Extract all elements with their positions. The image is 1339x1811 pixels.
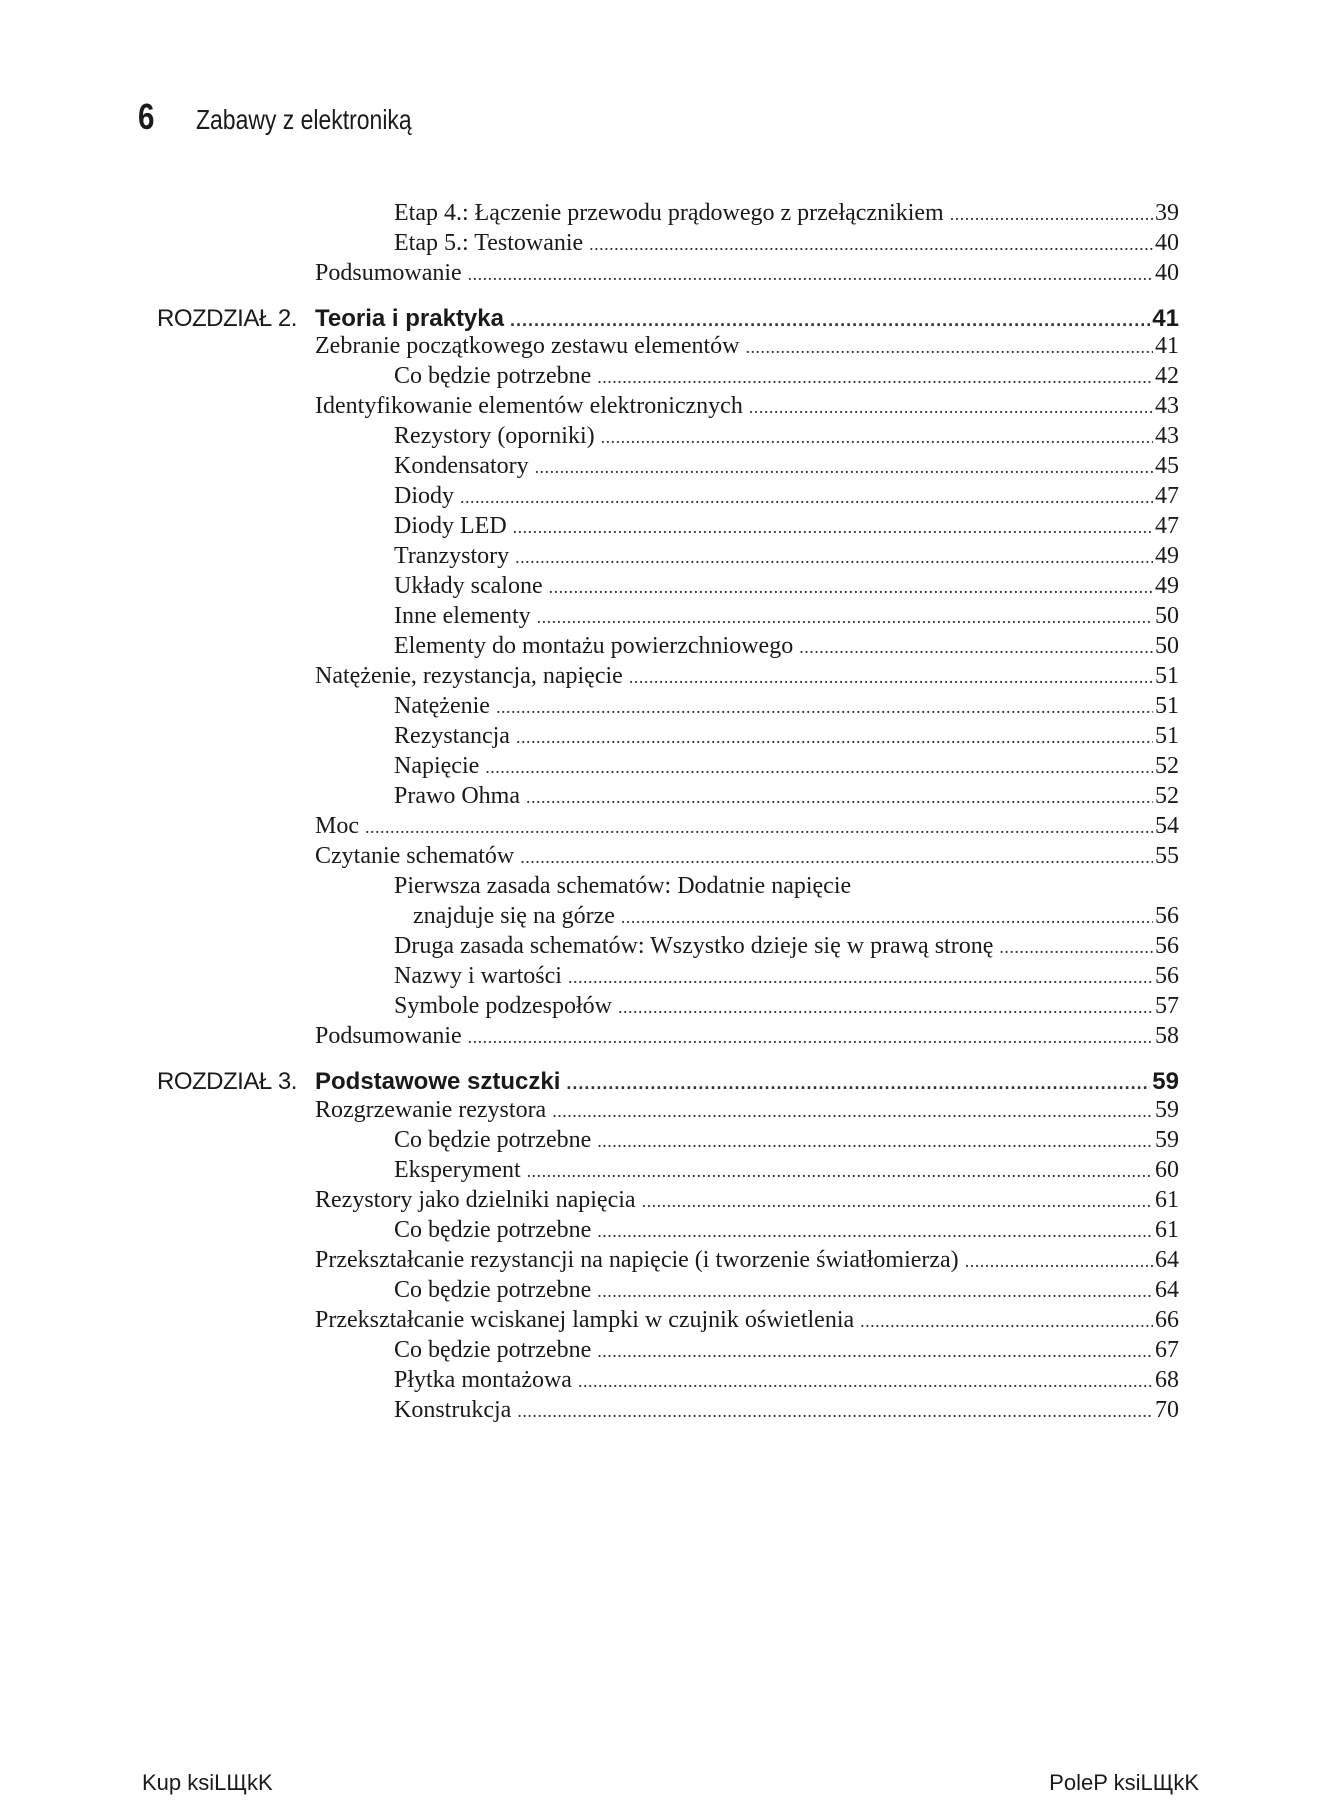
toc-entry-page: 51 bbox=[1155, 723, 1179, 749]
toc-entry-title: Teoria i praktyka bbox=[315, 305, 504, 332]
toc-row bbox=[0, 1019, 1339, 1053]
toc-row bbox=[0, 256, 1339, 290]
toc-entry-title: Moc bbox=[315, 813, 359, 839]
toc-entry-title: Przekształcanie wciskanej lampki w czujnik oświetlenia bbox=[315, 1307, 855, 1333]
toc-entry-page: 58 bbox=[1155, 1023, 1179, 1049]
toc-entry-title: Co będzie potrzebne bbox=[394, 1337, 592, 1363]
toc-entry-title: Diody bbox=[394, 483, 454, 509]
toc-entry-page: 43 bbox=[1155, 393, 1179, 419]
toc-entry-title: Co będzie potrzebne bbox=[394, 1277, 592, 1303]
toc-entry-title: Identyfikowanie elementów elektronicznych bbox=[315, 393, 743, 419]
footer-buy-link[interactable]: Kup ksiLЩkK bbox=[142, 1770, 273, 1795]
toc-row bbox=[0, 809, 1339, 843]
toc-entry-page: 40 bbox=[1155, 260, 1179, 286]
toc-entry-title: Elementy do montażu powierzchniowego bbox=[394, 633, 794, 659]
toc-entry-page: 45 bbox=[1155, 453, 1179, 479]
toc-entry-page: 56 bbox=[1155, 933, 1179, 959]
toc-entry-page: 57 bbox=[1155, 993, 1179, 1019]
toc-entry-page: 67 bbox=[1155, 1337, 1179, 1363]
toc-entry-page: 64 bbox=[1155, 1277, 1179, 1303]
toc-entry-page: 51 bbox=[1155, 693, 1179, 719]
toc-entry-page: 43 bbox=[1155, 423, 1179, 449]
toc-entry-title: Co będzie potrzebne bbox=[394, 363, 592, 389]
toc-entry-page: 41 bbox=[1152, 305, 1179, 332]
toc-entry-page: 47 bbox=[1155, 483, 1179, 509]
toc-entry-title: Układy scalone bbox=[394, 573, 543, 599]
toc-row bbox=[0, 1363, 1339, 1397]
toc-entry-title-line1: Pierwsza zasada schematów: Dodatnie napięcie bbox=[394, 873, 852, 899]
toc-entry-title: Druga zasada schematów: Wszystko dzieje się w prawą stronę bbox=[394, 933, 994, 959]
book-title: Zabawy z elektroniką bbox=[196, 104, 412, 135]
toc-row bbox=[0, 959, 1339, 993]
toc-entry-page: 55 bbox=[1155, 843, 1179, 869]
toc-entry-title: Kondensatory bbox=[394, 453, 529, 479]
toc-entry-title: Zebranie początkowego zestawu elementów bbox=[315, 333, 740, 359]
toc-entry-title: Co będzie potrzebne bbox=[394, 1217, 592, 1243]
toc-entry-page: 52 bbox=[1155, 753, 1179, 779]
dot-leader bbox=[517, 1394, 1153, 1428]
toc-entry-title: Czytanie schematów bbox=[315, 843, 515, 869]
toc-entry-title: Przekształcanie rezystancji na napięcie (i tworzenie światłomierza) bbox=[315, 1247, 959, 1273]
toc-row bbox=[0, 1153, 1339, 1187]
toc-row bbox=[0, 689, 1339, 723]
toc-entry-title: Etap 4.: Łączenie przewodu prądowego z przełącznikiem bbox=[394, 200, 944, 226]
toc-entry-page: 56 bbox=[1155, 963, 1179, 989]
toc-row bbox=[0, 389, 1339, 423]
toc-entry-title: Natężenie bbox=[394, 693, 490, 719]
toc-entry-title: Podsumowanie bbox=[315, 1023, 462, 1049]
toc-row bbox=[0, 419, 1339, 453]
toc-entry-page: 59 bbox=[1155, 1097, 1179, 1123]
footer-rate-link[interactable]: PoleP ksiLЩkK bbox=[1049, 1770, 1199, 1795]
toc-row bbox=[0, 196, 1339, 230]
toc-entry-title: Rozgrzewanie rezystora bbox=[315, 1097, 547, 1123]
toc-row bbox=[0, 989, 1339, 1023]
toc-entry-page: 50 bbox=[1155, 603, 1179, 629]
toc-entry-page: 56 bbox=[1155, 903, 1179, 929]
toc-entry-page: 59 bbox=[1152, 1068, 1179, 1095]
toc-entry-page: 59 bbox=[1155, 1127, 1179, 1153]
page-header bbox=[138, 96, 459, 146]
toc-row bbox=[0, 1273, 1339, 1307]
toc-row bbox=[0, 359, 1339, 393]
toc-row bbox=[0, 1333, 1339, 1367]
toc-entry[interactable] bbox=[394, 1393, 1179, 1428]
toc-row bbox=[0, 1183, 1339, 1217]
toc-entry[interactable] bbox=[315, 1019, 1179, 1054]
toc-entry-title: Tranzystory bbox=[394, 543, 510, 569]
toc-entry-page: 49 bbox=[1155, 573, 1179, 599]
toc-row bbox=[0, 629, 1339, 663]
toc-entry-title: Symbole podzespołów bbox=[394, 993, 612, 1019]
toc-row bbox=[0, 539, 1339, 573]
dot-leader bbox=[468, 1020, 1153, 1054]
toc-entry-title: Prawo Ohma bbox=[394, 783, 520, 809]
toc-row bbox=[0, 1213, 1339, 1247]
toc-row bbox=[0, 1123, 1339, 1157]
toc-row bbox=[0, 569, 1339, 603]
toc-entry-page: 68 bbox=[1155, 1367, 1179, 1393]
dot-leader bbox=[468, 257, 1153, 291]
toc-entry-page: 39 bbox=[1155, 200, 1179, 226]
toc-entry-title: Rezystory (oporniki) bbox=[394, 423, 595, 449]
toc-entry-title: Konstrukcja bbox=[394, 1397, 512, 1423]
toc-entry-title: Inne elementy bbox=[394, 603, 531, 629]
toc-entry-page: 42 bbox=[1155, 363, 1179, 389]
toc-entry-page: 60 bbox=[1155, 1157, 1179, 1183]
toc-entry-title: Podstawowe sztuczki bbox=[315, 1068, 561, 1095]
toc-entry-page: 52 bbox=[1155, 783, 1179, 809]
toc-entry-page: 40 bbox=[1155, 230, 1179, 256]
toc-entry-page: 51 bbox=[1155, 663, 1179, 689]
toc-entry-title: Podsumowanie bbox=[315, 260, 462, 286]
toc-row bbox=[0, 226, 1339, 260]
toc-row bbox=[0, 659, 1339, 693]
toc-row bbox=[0, 779, 1339, 813]
toc-row bbox=[0, 479, 1339, 513]
toc-entry-title: Eksperyment bbox=[394, 1157, 521, 1183]
toc-row bbox=[0, 749, 1339, 783]
toc-row bbox=[0, 509, 1339, 543]
toc-row bbox=[0, 873, 1339, 933]
toc-entry[interactable] bbox=[315, 256, 1179, 291]
toc-entry-page: 41 bbox=[1155, 333, 1179, 359]
toc-entry-title: Nazwy i wartości bbox=[394, 963, 562, 989]
toc-entry-title: Napięcie bbox=[394, 753, 480, 779]
toc-entry-page: 66 bbox=[1155, 1307, 1179, 1333]
toc-entry-page: 64 bbox=[1155, 1247, 1179, 1273]
toc-row bbox=[0, 1393, 1339, 1427]
toc-row bbox=[0, 839, 1339, 873]
toc-row bbox=[0, 1303, 1339, 1337]
toc-entry-title: Etap 5.: Testowanie bbox=[394, 230, 584, 256]
chapter-label: ROZDZIAŁ 3. bbox=[157, 1068, 297, 1095]
toc-entry-title: Rezystory jako dzielniki napięcia bbox=[315, 1187, 636, 1213]
toc-row bbox=[0, 1243, 1339, 1277]
toc-entry-title: Co będzie potrzebne bbox=[394, 1127, 592, 1153]
toc-entry-title: Rezystancja bbox=[394, 723, 510, 749]
toc-entry-title: Diody LED bbox=[394, 513, 507, 539]
toc-row bbox=[0, 599, 1339, 633]
page-number: 6 bbox=[138, 96, 155, 137]
toc-entry-page: 70 bbox=[1155, 1397, 1179, 1423]
toc-entry-title: Płytka montażowa bbox=[394, 1367, 572, 1393]
toc-entry-title: Natężenie, rezystancja, napięcie bbox=[315, 663, 623, 689]
toc-entry-page: 50 bbox=[1155, 633, 1179, 659]
toc-row bbox=[0, 719, 1339, 753]
toc-row bbox=[0, 329, 1339, 363]
toc-entry-title: znajduje się na górze bbox=[413, 903, 615, 929]
toc-row bbox=[0, 449, 1339, 483]
toc-entry-page: 49 bbox=[1155, 543, 1179, 569]
toc-entry-page: 47 bbox=[1155, 513, 1179, 539]
toc-entry-page: 61 bbox=[1155, 1217, 1179, 1243]
toc-entry-page: 54 bbox=[1155, 813, 1179, 839]
chapter-label: ROZDZIAŁ 2. bbox=[157, 305, 297, 332]
toc-row bbox=[0, 1093, 1339, 1127]
toc-entry-page: 61 bbox=[1155, 1187, 1179, 1213]
toc-row bbox=[0, 929, 1339, 963]
